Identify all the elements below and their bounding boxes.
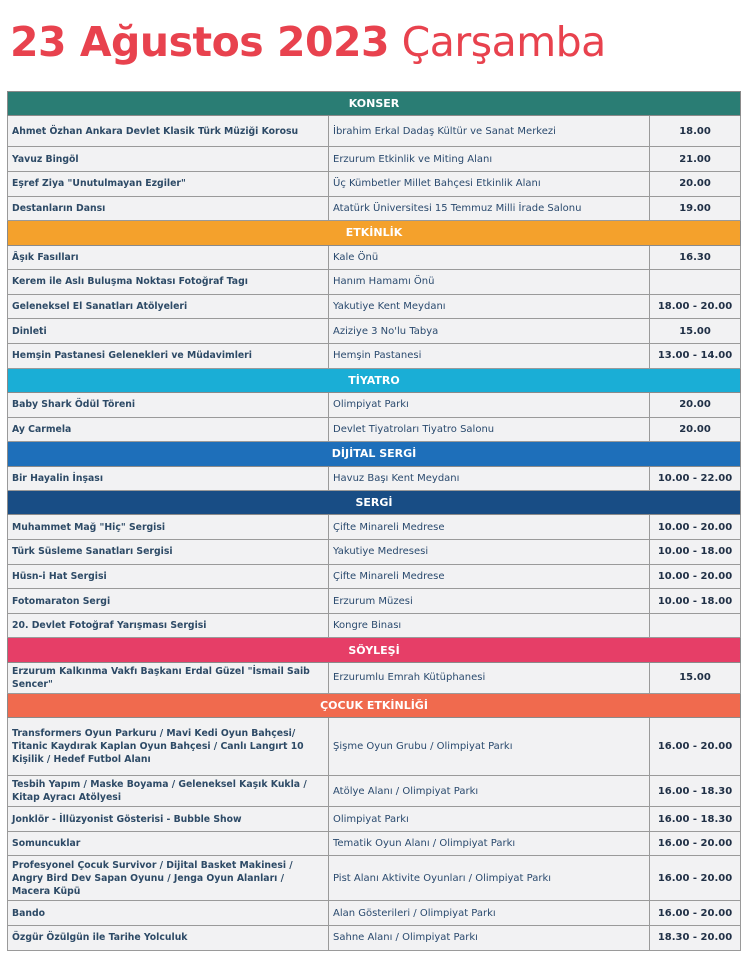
section-title: DİJİTAL SERGİ: [8, 442, 741, 466]
table-row: [8, 807, 741, 832]
place-cell: Aziziye 3 No'lu Tabya: [329, 319, 650, 344]
time-cell: 15.00: [650, 662, 741, 693]
place-cell: Çifte Minareli Medrese: [329, 564, 650, 589]
event-cell: Fotomaraton Sergi: [8, 589, 329, 614]
time-cell: 20.00: [650, 171, 741, 196]
event-cell: Kerem ile Aslı Buluşma Noktası Fotoğraf Tagı: [8, 270, 329, 295]
time-cell: 16.00 - 18.30: [650, 776, 741, 807]
title-date: 23 Ağustos 2023: [10, 18, 390, 66]
event-cell: Dinleti: [8, 319, 329, 344]
event-cell: Yavuz Bingöl: [8, 147, 329, 172]
section-header: [8, 638, 741, 662]
place-cell: Pist Alanı Aktivite Oyunları / Olimpiyat Parkı: [329, 856, 650, 901]
event-cell: Hüsn-i Hat Sergisi: [8, 564, 329, 589]
place-cell: İbrahim Erkal Dadaş Kültür ve Sanat Merkezi: [329, 116, 650, 147]
table-row: [8, 343, 741, 368]
section-header: [8, 368, 741, 392]
event-cell: Bando: [8, 901, 329, 926]
section-header: [8, 221, 741, 245]
event-cell: Geleneksel El Sanatları Atölyeleri: [8, 294, 329, 319]
table-row: [8, 116, 741, 147]
time-cell: 13.00 - 14.00: [650, 343, 741, 368]
event-cell: Jonklör - İllüzyonist Gösterisi - Bubble Show: [8, 807, 329, 832]
event-cell: Muhammet Mağ "Hiç" Sergisi: [8, 515, 329, 540]
event-cell: Somuncuklar: [8, 831, 329, 856]
table-row: [8, 613, 741, 638]
table-row: [8, 901, 741, 926]
table-row: [8, 926, 741, 951]
event-cell: Türk Süsleme Sanatları Sergisi: [8, 540, 329, 565]
page-title: [10, 10, 606, 74]
place-cell: Olimpiyat Parkı: [329, 807, 650, 832]
table-row: [8, 662, 741, 693]
table-row: [8, 392, 741, 417]
event-cell: Âşık Fasılları: [8, 245, 329, 270]
table-row: [8, 270, 741, 295]
place-cell: Alan Gösterileri / Olimpiyat Parkı: [329, 901, 650, 926]
place-cell: Hanım Hamamı Önü: [329, 270, 650, 295]
event-cell: Ay Carmela: [8, 417, 329, 442]
event-cell: Özgür Özülgün ile Tarihe Yolculuk: [8, 926, 329, 951]
event-cell: Baby Shark Ödül Töreni: [8, 392, 329, 417]
section-header: [8, 92, 741, 116]
table-row: [8, 417, 741, 442]
time-cell: 16.00 - 20.00: [650, 831, 741, 856]
table-row: [8, 294, 741, 319]
section-title: ÇOCUK ETKİNLİĞİ: [8, 693, 741, 717]
schedule-table: [7, 91, 741, 951]
event-cell: Eşref Ziya "Unutulmayan Ezgiler": [8, 171, 329, 196]
place-cell: Devlet Tiyatroları Tiyatro Salonu: [329, 417, 650, 442]
place-cell: Hemşin Pastanesi: [329, 343, 650, 368]
section-title: SERGİ: [8, 491, 741, 515]
section-title: TİYATRO: [8, 368, 741, 392]
event-cell: Ahmet Özhan Ankara Devlet Klasik Türk Müziği Korosu: [8, 116, 329, 147]
time-cell: 20.00: [650, 417, 741, 442]
time-cell: 18.00: [650, 116, 741, 147]
title-day: Çarşamba: [401, 18, 606, 66]
time-cell: 21.00: [650, 147, 741, 172]
section-header: [8, 693, 741, 717]
time-cell: 10.00 - 18.00: [650, 589, 741, 614]
time-cell: 16.00 - 20.00: [650, 718, 741, 776]
section-header: [8, 491, 741, 515]
time-cell: 18.30 - 20.00: [650, 926, 741, 951]
table-row: [8, 589, 741, 614]
place-cell: Atölye Alanı / Olimpiyat Parkı: [329, 776, 650, 807]
place-cell: Erzurum Müzesi: [329, 589, 650, 614]
table-row: [8, 466, 741, 491]
time-cell: 16.00 - 20.00: [650, 856, 741, 901]
event-cell: Tesbih Yapım / Maske Boyama / Geleneksel Kaşık Kukla / Kitap Ayracı Atölyesi: [8, 776, 329, 807]
table-row: [8, 147, 741, 172]
table-row: [8, 718, 741, 776]
time-cell: 20.00: [650, 392, 741, 417]
time-cell: 16.00 - 20.00: [650, 901, 741, 926]
time-cell: [650, 270, 741, 295]
table-row: [8, 540, 741, 565]
section-title: ETKİNLİK: [8, 221, 741, 245]
place-cell: Sahne Alanı / Olimpiyat Parkı: [329, 926, 650, 951]
time-cell: 10.00 - 20.00: [650, 515, 741, 540]
table-row: [8, 856, 741, 901]
place-cell: Şişme Oyun Grubu / Olimpiyat Parkı: [329, 718, 650, 776]
place-cell: Erzurum Etkinlik ve Miting Alanı: [329, 147, 650, 172]
table-row: [8, 171, 741, 196]
place-cell: Yakutiye Kent Meydanı: [329, 294, 650, 319]
place-cell: Tematik Oyun Alanı / Olimpiyat Parkı: [329, 831, 650, 856]
event-cell: 20. Devlet Fotoğraf Yarışması Sergisi: [8, 613, 329, 638]
place-cell: Çifte Minareli Medrese: [329, 515, 650, 540]
event-cell: Bir Hayalin İnşası: [8, 466, 329, 491]
time-cell: 10.00 - 18.00: [650, 540, 741, 565]
time-cell: 16.30: [650, 245, 741, 270]
event-cell: Destanların Dansı: [8, 196, 329, 221]
place-cell: Kale Önü: [329, 245, 650, 270]
section-title: SÖYLEŞİ: [8, 638, 741, 662]
time-cell: [650, 613, 741, 638]
table-row: [8, 776, 741, 807]
table-row: [8, 831, 741, 856]
time-cell: 19.00: [650, 196, 741, 221]
table-row: [8, 564, 741, 589]
table-row: [8, 515, 741, 540]
time-cell: 10.00 - 22.00: [650, 466, 741, 491]
section-header: [8, 442, 741, 466]
place-cell: Olimpiyat Parkı: [329, 392, 650, 417]
event-cell: Transformers Oyun Parkuru / Mavi Kedi Oyun Bahçesi/ Titanic Kaydırak Kaplan Oyun Bahçesi / Canlı Langırt 10 Kişilik / Hedef Futbol Alanı: [8, 718, 329, 776]
place-cell: Erzurumlu Emrah Kütüphanesi: [329, 662, 650, 693]
event-cell: Erzurum Kalkınma Vakfı Başkanı Erdal Güzel "İsmail Saib Sencer": [8, 662, 329, 693]
time-cell: 16.00 - 18.30: [650, 807, 741, 832]
event-cell: Hemşin Pastanesi Gelenekleri ve Müdavimleri: [8, 343, 329, 368]
time-cell: 18.00 - 20.00: [650, 294, 741, 319]
place-cell: Kongre Binası: [329, 613, 650, 638]
time-cell: 15.00: [650, 319, 741, 344]
place-cell: Havuz Başı Kent Meydanı: [329, 466, 650, 491]
event-cell: Profesyonel Çocuk Survivor / Dijital Basket Makinesi / Angry Bird Dev Sapan Oyunu / Jenga Oyun Alanları / Macera Küpü: [8, 856, 329, 901]
table-row: [8, 319, 741, 344]
table-row: [8, 245, 741, 270]
table-row: [8, 196, 741, 221]
schedule-body: [8, 92, 741, 951]
place-cell: Üç Kümbetler Millet Bahçesi Etkinlik Alanı: [329, 171, 650, 196]
place-cell: Yakutiye Medresesi: [329, 540, 650, 565]
time-cell: 10.00 - 20.00: [650, 564, 741, 589]
section-title: KONSER: [8, 92, 741, 116]
place-cell: Atatürk Üniversitesi 15 Temmuz Milli İrade Salonu: [329, 196, 650, 221]
